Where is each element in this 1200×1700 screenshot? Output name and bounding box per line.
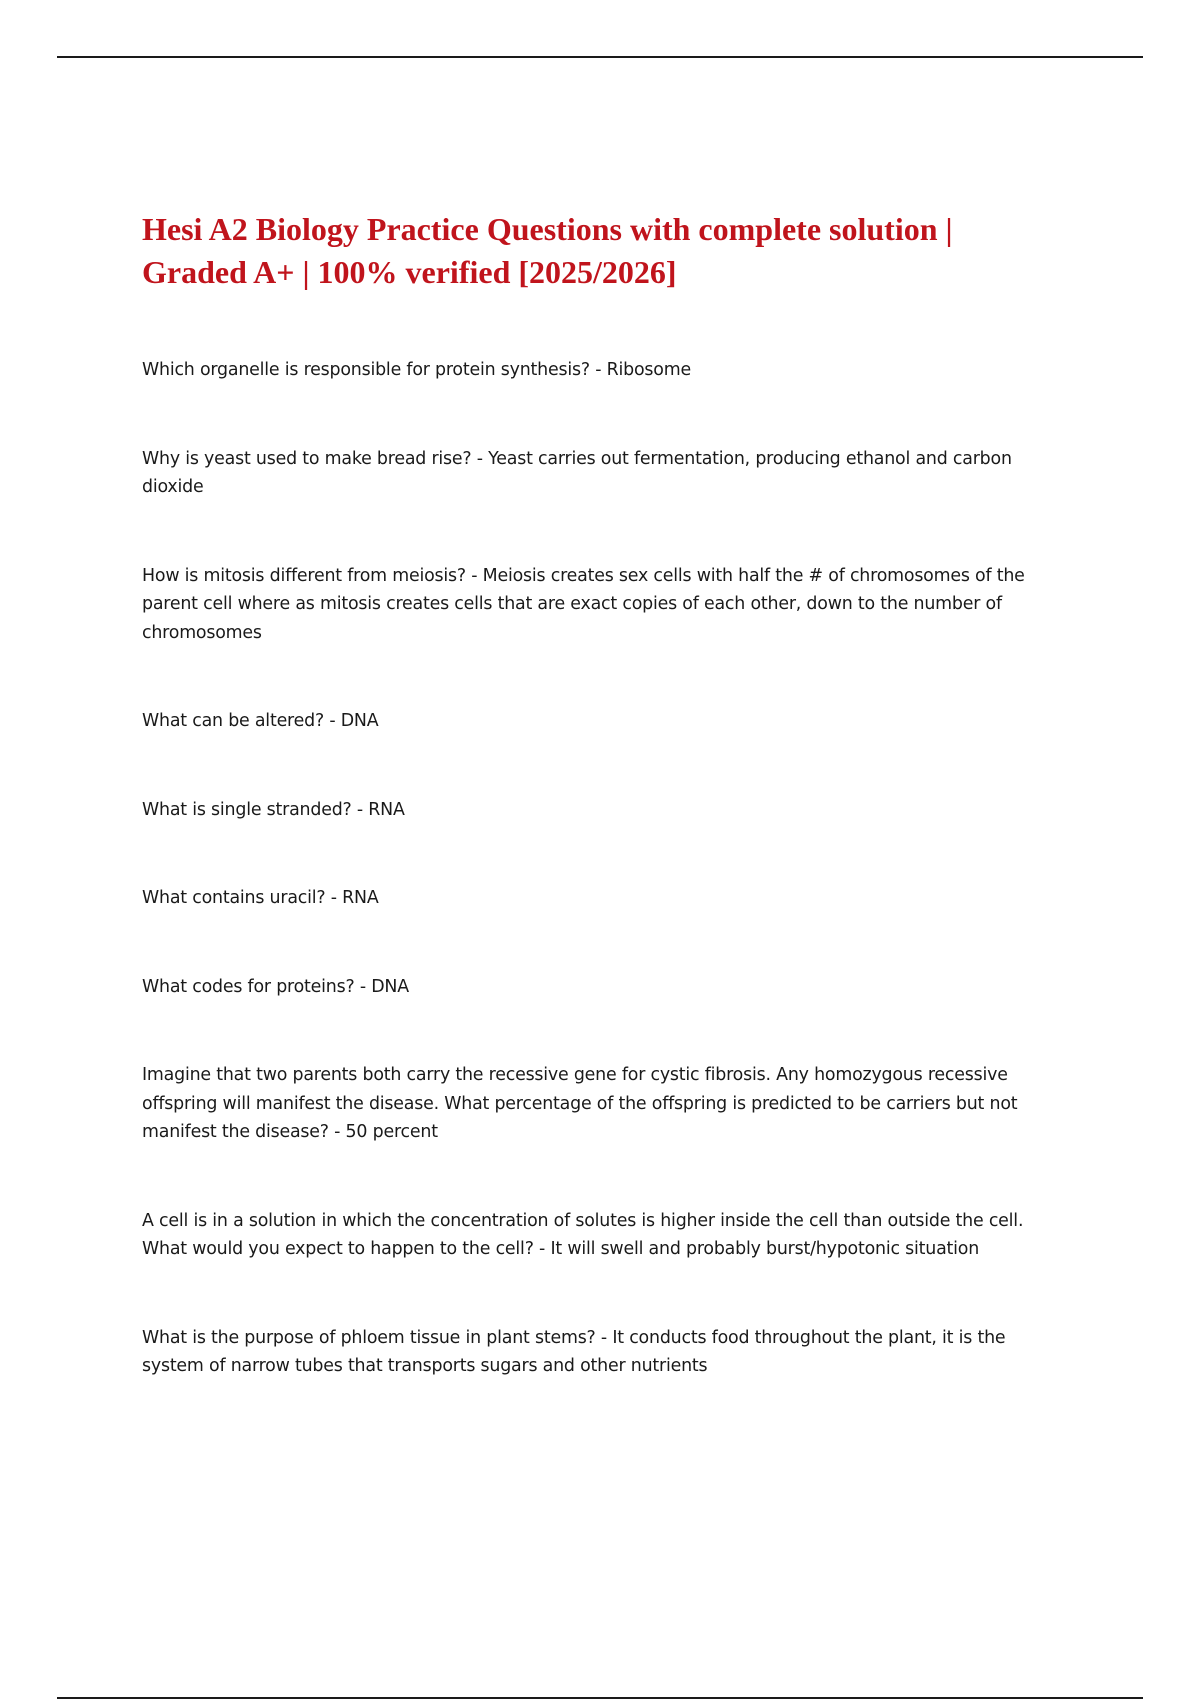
header-rule [57,56,1143,58]
question-item: What is the purpose of phloem tissue in plant stems? - It conducts food throughout the plant, it is the system of narrow tubes that transports sugars and other nutrients [142,1327,1006,1376]
question-item: Imagine that two parents both carry the recessive gene for cystic fibrosis. Any homozygous recessive offspring will manifest the disease. What percentage of the offspring is predicted to be carriers but not manifest the disease? - 50 percent [142,1065,1018,1142]
document-body [142,208,1062,1381]
question-item: What codes for proteins? - DNA [142,976,409,997]
question-item: What contains uracil? - RNA [142,888,379,908]
question-list [142,356,1062,1381]
question-item: Which organelle is responsible for protein synthesis? - Ribosome [142,360,691,380]
document-title: Hesi A2 Biology Practice Questions with complete solution | Graded A+ | 100% verified [2025/2026] [142,211,953,290]
question-item: What is single stranded? - RNA [142,799,405,820]
question-item: What can be altered? - DNA [142,711,379,731]
footer-rule [57,1697,1143,1699]
question-item: How is mitosis different from meiosis? - Meiosis creates sex cells with half the # of chromosomes of the parent cell where as mitosis creates cells that are exact copies of each other, down to the number of chromosomes [142,565,1025,643]
question-item: A cell is in a solution in which the concentration of solutes is higher inside the cell than outside the cell. What would you expect to happen to the cell? - It will swell and probably burst/hypotonic situation [142,1210,1024,1259]
question-item: Why is yeast used to make bread rise? - Yeast carries out fermentation, producing ethanol and carbon dioxide [142,448,1012,497]
